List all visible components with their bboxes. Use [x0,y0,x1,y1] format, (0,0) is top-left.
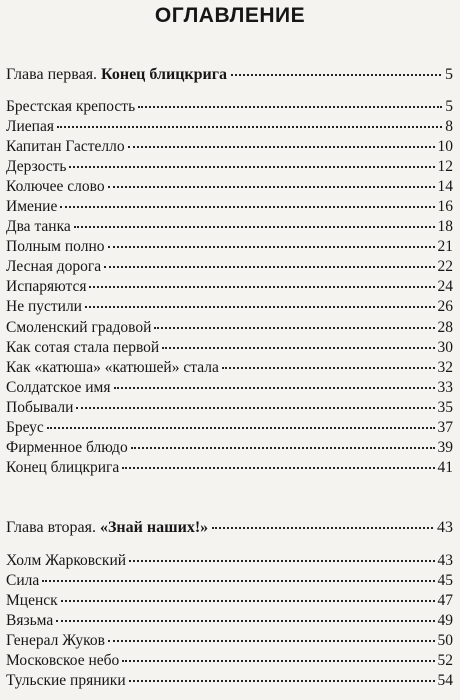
entry-page-number: 24 [437,278,453,296]
toc-entry [6,652,453,672]
entry-page-number: 52 [437,652,453,670]
dot-leader [57,126,442,128]
entry-page-number: 5 [445,98,453,115]
entry-page-number: 32 [437,358,453,376]
chapter-heading [6,519,453,537]
entry-page-number: 10 [437,138,453,156]
toc-entry [6,158,453,178]
entry-page-number: 41 [437,458,453,476]
dot-leader [122,660,434,662]
dot-leader [42,580,434,582]
entry-title: Колючее слово [6,178,105,196]
dot-leader [129,680,435,682]
entry-page-number: 22 [437,258,453,276]
entry-title: Холм Жарковский [6,552,127,569]
entry-title: Капитан Гастелло [6,138,125,156]
chapter-title: Конец блицкрига [101,66,228,83]
toc-entry [6,672,453,692]
chapter-number: Глава первая. [6,66,98,83]
dot-leader [131,447,435,449]
entry-page-number: 45 [437,572,453,590]
toc-entry [6,439,453,459]
entry-page-number: 28 [437,318,453,336]
entry-title: Побывали [6,398,74,416]
entry-page-number: 37 [437,418,453,436]
entry-page-number: 30 [437,338,453,356]
entry-title: Брестская крепость [6,98,136,115]
entry-title: Полным полно [6,238,105,256]
dot-leader [128,146,435,148]
dot-leader [154,327,434,329]
dot-leader [108,186,435,188]
dot-leader [114,387,435,389]
toc-entry [6,198,453,218]
page-title: ОГЛАВЛЕНИЕ [154,4,306,27]
dot-leader [129,560,434,562]
toc-entry [6,592,453,612]
entry-title: Конец блицкрига [6,458,120,476]
toc-entry [6,298,453,318]
entry-list [6,98,453,479]
toc-entry [6,419,453,439]
dot-leader [162,347,434,349]
entry-page-number: 49 [437,612,453,630]
entry-title: Солдатское имя [6,378,111,396]
dot-leader [231,74,441,76]
toc-entry [6,98,453,118]
dot-leader [108,246,435,248]
entry-page-number: 50 [437,632,453,650]
entry-title: Как «катюша» «катюшей» стала [6,358,219,376]
dot-leader [60,206,434,208]
dot-leader [61,600,435,602]
dot-leader [104,266,434,268]
entry-title: Сила [6,572,40,590]
entry-title: Имение [6,198,58,216]
entry-title: Дерзость [6,158,67,176]
toc-entry [6,218,453,238]
entry-title: Фирменное блюдо [6,438,128,456]
entry-page-number: 8 [445,118,453,136]
dot-leader [222,367,435,369]
entry-title: Смоленский градовой [6,318,152,336]
toc-entry [6,178,453,198]
dot-leader [85,306,435,308]
toc-entry [6,552,453,572]
entry-page-number: 26 [437,298,453,316]
entry-page-number: 12 [437,158,453,176]
dot-leader [56,620,434,622]
entry-page-number: 47 [437,592,453,610]
dot-leader [89,286,434,288]
entry-page-number: 33 [437,378,453,396]
chapter-heading [6,66,453,84]
entry-page-number: 35 [437,398,453,416]
entry-page-number: 16 [437,198,453,216]
entry-title: Лесная дорога [6,258,102,276]
toc-entry [6,339,453,359]
dot-leader [47,427,435,429]
entry-page-number: 39 [437,438,453,456]
chapter-page-number: 5 [445,66,453,83]
entry-page-number: 18 [437,218,453,236]
chapter-title: «Знай наших!» [99,519,209,536]
toc-entry [6,399,453,419]
entry-title: Мценск [6,592,58,610]
toc-entry [6,359,453,379]
toc-entry [6,612,453,632]
entry-title: Испаряются [6,278,87,296]
dot-leader [74,226,435,228]
entry-title: Два танка [6,218,71,236]
entry-title: Вязьма [6,612,54,630]
toc-entry [6,118,453,138]
dot-leader [108,640,435,642]
toc-entry [6,319,453,339]
entry-page-number: 54 [437,672,453,690]
toc-entry [6,258,453,278]
toc-entry [6,572,453,592]
toc-entry [6,459,453,479]
dot-leader [212,527,433,529]
dot-leader [138,106,442,108]
dot-leader [122,467,434,469]
entry-title: Генерал Жуков [6,632,105,650]
entry-title: Не пустили [6,298,82,316]
chapter-number: Глава вторая. [6,519,96,536]
entry-page-number: 43 [437,552,453,569]
entry-page-number: 21 [437,238,453,256]
entry-list [6,552,453,692]
entry-page-number: 14 [437,178,453,196]
entry-title: Как сотая стала первой [6,338,160,356]
toc-entry [6,278,453,298]
entry-title: Лиепая [6,118,54,136]
toc-entry [6,379,453,399]
dot-leader [76,407,434,409]
entry-title: Московское небо [6,652,120,670]
entry-title: Тульские пряники [6,672,126,690]
toc-entry [6,238,453,258]
dot-leader [69,166,434,168]
toc-entry [6,138,453,158]
entry-title: Бреус [6,418,44,436]
toc-entry [6,632,453,652]
chapter-page-number: 43 [437,519,453,536]
